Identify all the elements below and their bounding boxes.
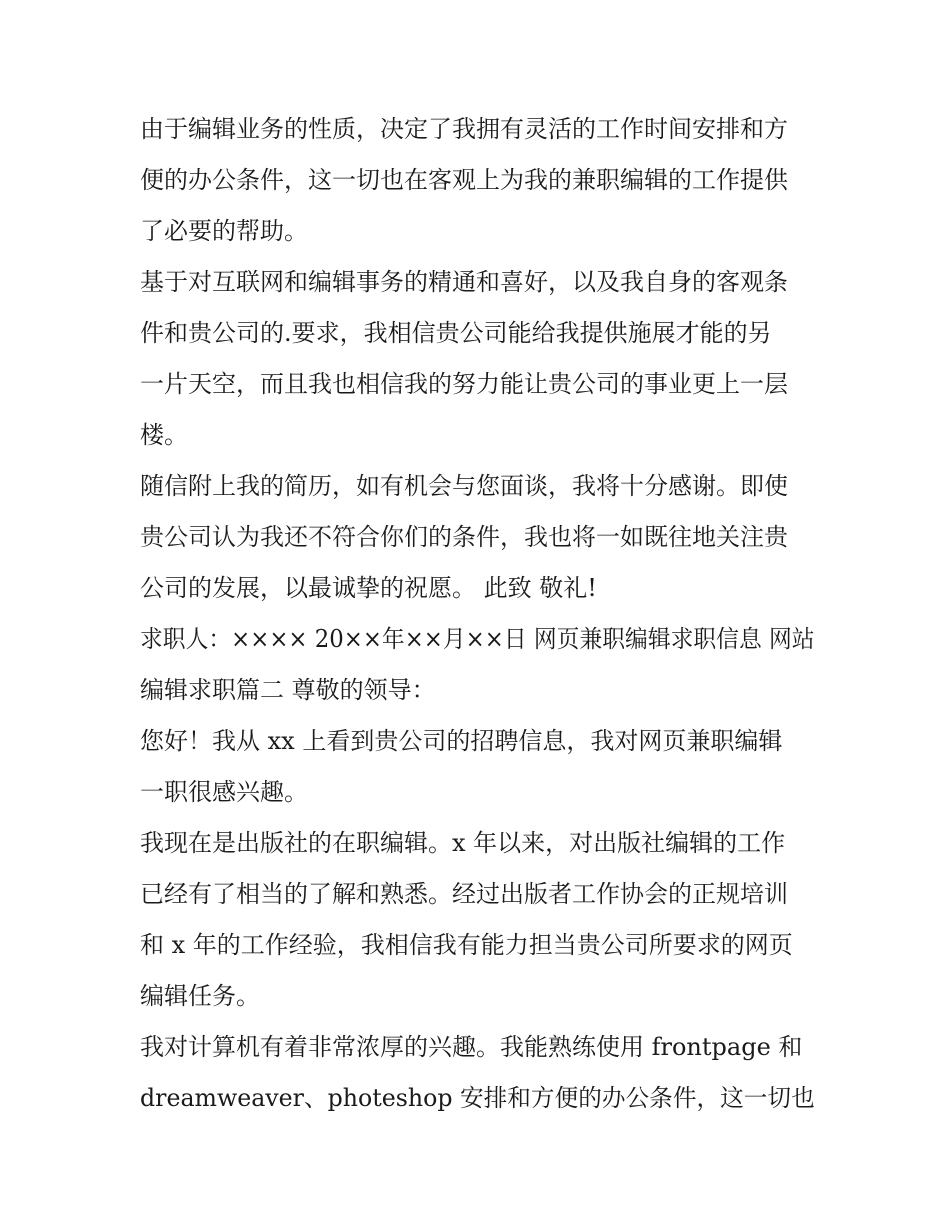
text-line: 基于对互联网和编辑事务的精通和喜好，以及我自身的客观条 (140, 268, 788, 296)
text-line: 求职人：×××× 20××年××月××日 网页兼职编辑求职信息 网站 (140, 625, 815, 653)
text-line: 了必要的帮助。 (140, 217, 308, 245)
text-line: 楼。 (140, 421, 188, 449)
text-line: 我现在是出版社的在职编辑。x 年以来，对出版社编辑的工作 (140, 829, 786, 857)
text-line: 编辑求职篇二 尊敬的领导： (140, 676, 436, 704)
text-line: 和 x 年的工作经验，我相信我有能力担当贵公司所要求的网页 (140, 931, 793, 959)
text-line: 一片天空，而且我也相信我的努力能让贵公司的事业更上一层 (140, 370, 788, 398)
text-line: 公司的发展，以最诚挚的祝愿。 此致 敬礼! (140, 574, 597, 602)
text-line: 您好！我从 xx 上看到贵公司的招聘信息，我对网页兼职编辑 (140, 727, 783, 755)
text-line: 一职很感兴趣。 (140, 778, 308, 806)
text-line: 随信附上我的简历，如有机会与您面谈，我将十分感谢。即使 (140, 472, 788, 500)
text-line: 便的办公条件，这一切也在客观上为我的兼职编辑的工作提供 (140, 166, 788, 194)
text-line: 我对计算机有着非常浓厚的兴趣。我能熟练使用 frontpage 和 (140, 1033, 803, 1061)
text-line: 件和贵公司的.要求，我相信贵公司能给我提供施展才能的另 (140, 319, 772, 347)
text-line: dreamweaver、photeshop 安排和方便的办公条件，这一切也 (140, 1084, 815, 1112)
text-line: 编辑任务。 (140, 982, 260, 1010)
document-body (140, 104, 815, 1124)
text-line: 由于编辑业务的性质，决定了我拥有灵活的工作时间安排和方 (140, 115, 788, 143)
text-line: 贵公司认为我还不符合你们的条件，我也将一如既往地关注贵 (140, 523, 788, 551)
text-line: 已经有了相当的了解和熟悉。经过出版者工作协会的正规培训 (140, 880, 788, 908)
